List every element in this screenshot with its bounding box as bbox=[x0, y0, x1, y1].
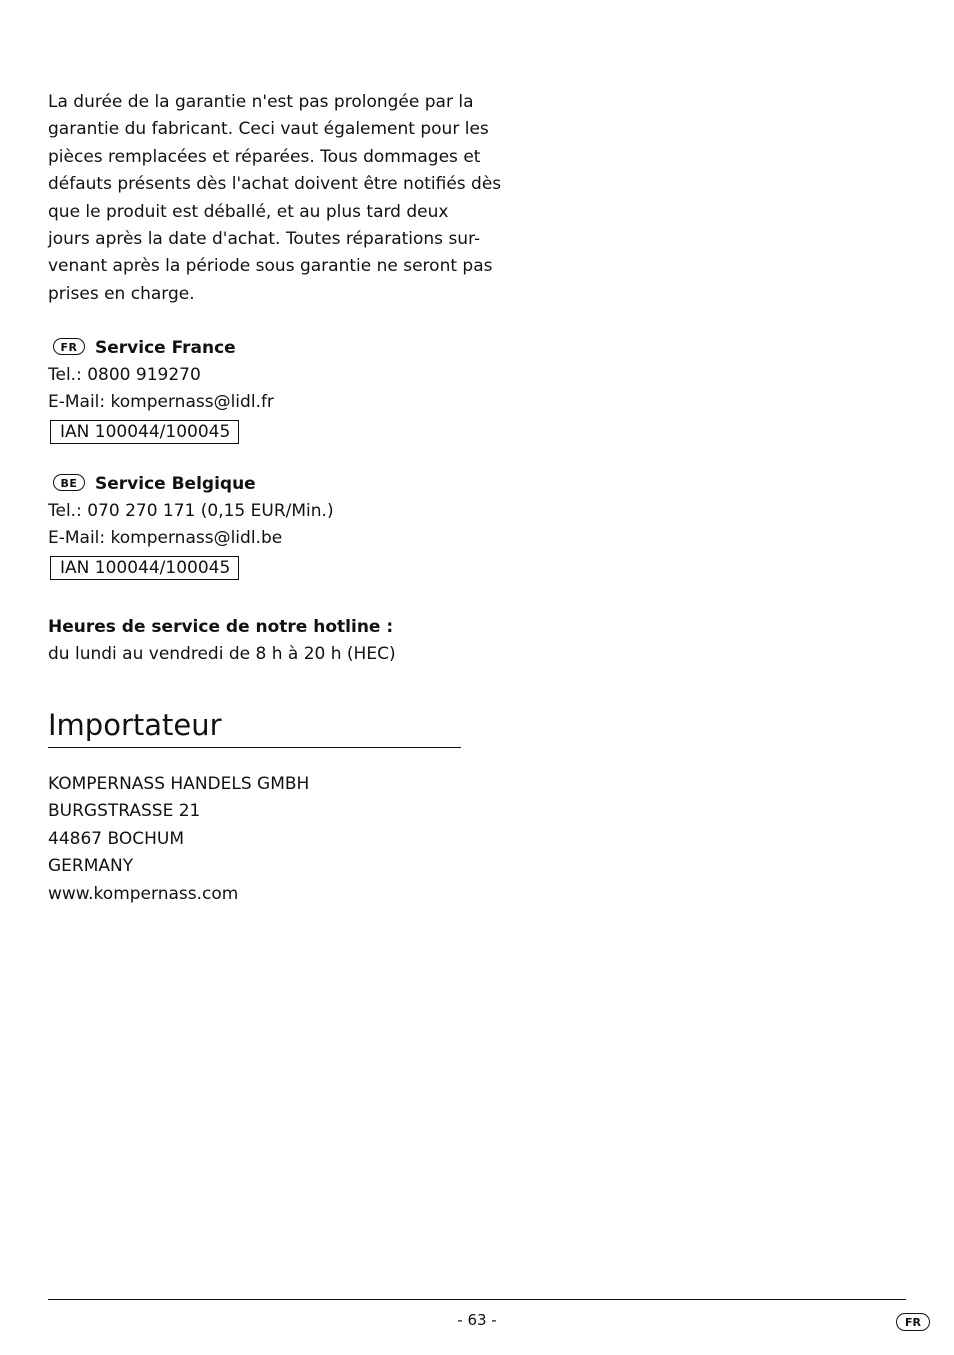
importer-country: GERMANY bbox=[48, 856, 134, 877]
warranty-line: jours après la date d'achat. Toutes réparations sur- bbox=[48, 229, 481, 250]
france-flag-badge-icon: FR bbox=[53, 338, 85, 355]
service-belgique-title: Service Belgique bbox=[95, 474, 256, 494]
warranty-line: La durée de la garantie n'est pas prolongée par la bbox=[48, 92, 474, 112]
hotline-section bbox=[48, 614, 461, 668]
service-france-phone: Tel.: 0800 919270 bbox=[48, 365, 201, 385]
importer-website: www.kompernass.com bbox=[48, 883, 239, 904]
service-france-email: E-Mail: kompernass@lidl.fr bbox=[48, 392, 274, 413]
service-france-heading bbox=[48, 335, 461, 362]
page-number: - 63 - bbox=[457, 1311, 497, 1329]
service-belgique-phone: Tel.: 070 270 171 (0,15 EUR/Min.) bbox=[48, 501, 334, 521]
service-france bbox=[48, 335, 461, 444]
service-belgique-heading bbox=[48, 471, 461, 498]
warranty-paragraph bbox=[48, 89, 502, 308]
warranty-line: prises en charge. bbox=[48, 283, 195, 304]
importer-address bbox=[48, 771, 461, 908]
importer-heading: Importateur bbox=[48, 708, 222, 742]
hotline-hours: du lundi au vendredi de 8 h à 20 h (HEC) bbox=[48, 644, 396, 664]
importer-street: BURGSTRASSE 21 bbox=[48, 801, 201, 822]
service-belgique-ian-box: IAN 100044/100045 bbox=[50, 556, 239, 580]
warranty-line: que le produit est déballé, et au plus tard deux bbox=[48, 201, 449, 222]
importer-section-heading bbox=[48, 707, 461, 743]
warranty-line: garantie du fabricant. Ceci vaut également pour les bbox=[48, 119, 489, 140]
language-badge-icon: FR bbox=[896, 1313, 930, 1331]
service-belgique-email: E-Mail: kompernass@lidl.be bbox=[48, 528, 283, 549]
hotline-title: Heures de service de notre hotline : bbox=[48, 617, 394, 637]
service-france-ian-box: IAN 100044/100045 bbox=[50, 420, 239, 444]
importer-city: 44867 BOCHUM bbox=[48, 828, 184, 849]
importer-company: KOMPERNASS HANDELS GMBH bbox=[48, 774, 310, 794]
footer-rule bbox=[48, 1299, 906, 1300]
service-france-title: Service France bbox=[95, 338, 236, 358]
importer-heading-rule bbox=[48, 747, 461, 748]
warranty-line: défauts présents dès l'achat doivent être notifiés dès bbox=[48, 174, 502, 195]
service-belgique bbox=[48, 471, 461, 580]
warranty-line: venant après la période sous garantie ne seront pas bbox=[48, 256, 493, 277]
belgium-flag-badge-icon: BE bbox=[53, 474, 85, 491]
warranty-line: pièces remplacées et réparées. Tous dommages et bbox=[48, 146, 481, 167]
